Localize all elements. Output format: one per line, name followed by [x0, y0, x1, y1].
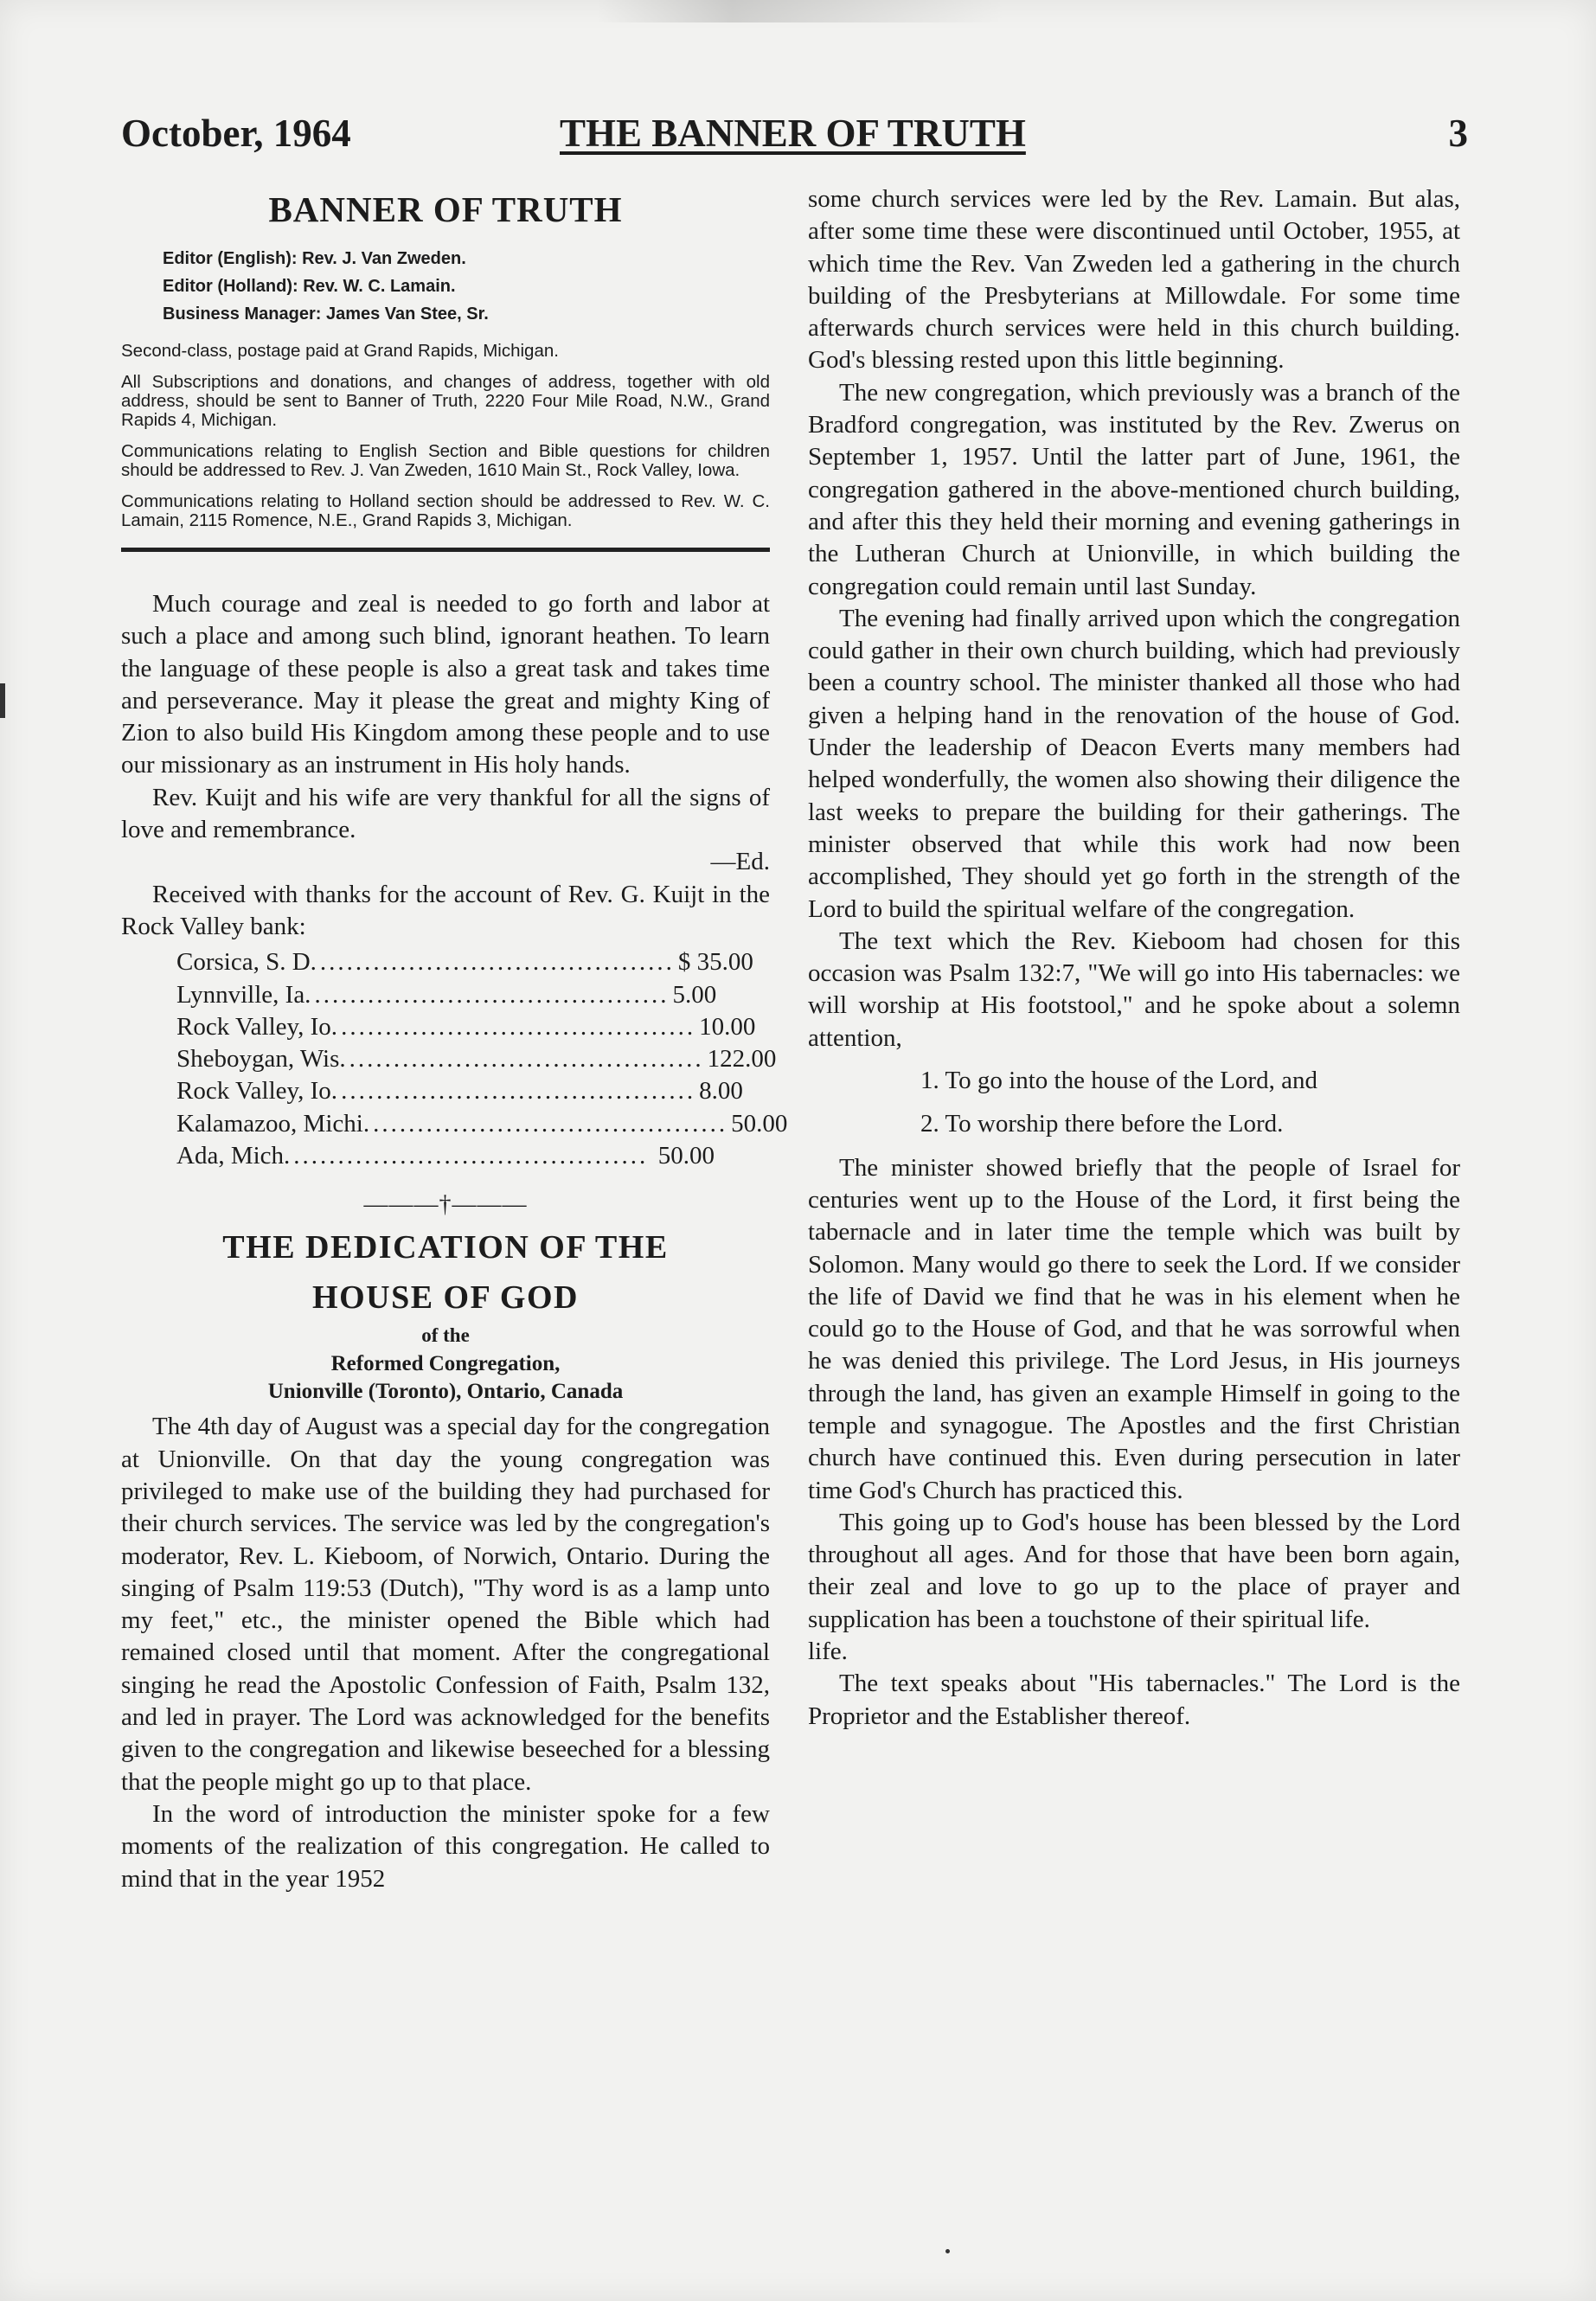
business-manager: Business Manager: James Van Stee, Sr.: [163, 304, 489, 324]
editor-signature: —Ed.: [710, 848, 770, 876]
article-body-right: [808, 183, 1460, 1054]
right-column: [808, 183, 1460, 1733]
editor-holland: Editor (Holland): Rev. W. C. Lamain.: [163, 277, 456, 296]
paragraph: The 4th day of August was a special day for the congregation at Unionville. On that day the young congregation was privileged to make use of the building they had purchased for their church services. The service was led by the congregation's moderator, Rev. L. Kieboom, of Norwich, Ontario. During the singing of Psalm 119:53 (Dutch), "Thy word is as a lamp unto my feet," etc., the minister opened the Bible which had remained closed until that moment. After the congregational singing he read the Apostolic Confession of Faith, Psalm 132, and led in prayer. The Lord was acknowledged for the benefits given to the congregation and likewise beseeched for a blessing that the people might go up to that place.: [121, 1413, 770, 1796]
scan-smudge: [597, 0, 1003, 22]
leader-dots: ........................................: [319, 948, 675, 977]
leader-dots: ........................................: [341, 1077, 696, 1106]
donation-place: Lynnville, Ia.: [176, 980, 311, 1009]
sermon-point: 1. To go into the house of the Lord, and: [920, 1067, 1317, 1095]
missionary-report: [121, 588, 770, 846]
article-title-line2: HOUSE OF GOD: [312, 1279, 579, 1317]
article-title-line1: THE DEDICATION OF THE: [222, 1229, 669, 1266]
margin-mark: [0, 683, 5, 718]
donation-amount: 10.00: [699, 1012, 756, 1041]
donation-row: [176, 979, 715, 1011]
page-mark: [945, 2249, 950, 2253]
masthead: [121, 189, 770, 552]
publication-title: THE BANNER OF TRUTH: [560, 112, 1026, 155]
donation-amount: 122.00: [707, 1045, 777, 1074]
masthead-title: BANNER OF TRUTH: [268, 189, 623, 229]
editor-english: Editor (English): Rev. J. Van Zweden.: [163, 249, 466, 268]
donation-amount: 50.00: [657, 1142, 715, 1170]
sermon-point: 2. To worship there before the Lord.: [920, 1110, 1284, 1138]
holland-section-note: Communications relating to Holland section should be addressed to Rev. W. C. Lamain, 2115 Romence, N.E., Grand Rapids 3, Michigan.: [121, 491, 770, 530]
leader-dots: ........................................: [373, 1109, 728, 1138]
donation-row: [176, 946, 753, 978]
paragraph: In the word of introduction the minister spoke for a few moments of the realization of this congregation. He called to mind that in the year 1952: [121, 1799, 770, 1893]
donation-row: [176, 1011, 756, 1043]
masthead-divider: [121, 548, 770, 552]
account-intro: [121, 879, 770, 944]
paragraph: The text speaks about "His tabernacles." The Lord is the Proprietor and the Establisher thereof.: [808, 1670, 1460, 1730]
leader-dots: ........................................: [341, 1012, 696, 1041]
sermon-points: [920, 1065, 1460, 1141]
donation-amount: 50.00: [731, 1109, 788, 1138]
article-subtitle-congregation: Reformed Congregation,: [330, 1352, 561, 1376]
paragraph: The minister showed briefly that the people of Israel for centuries went up to the House of the Lord, it first being the tabernacle and in later time the temple which was built by Solomon. Many would go there to seek the Lord. If we consider the life of David we find that he was in his element when he could go to the House of God, and that he was sorrowful when he was denied this privilege. The Lord Jesus, in His journeys through the land, has given an example Himself in going to the temple and synagogue. The Apostles and the first Christian church have continued this. Even during persecution in later time God's Church has practiced this.: [808, 1153, 1460, 1504]
donation-row: [176, 1075, 743, 1107]
donation-list: [176, 946, 788, 1172]
paragraph: Rev. Kuijt and his wife are very thankful for all the signs of love and remembrance.: [121, 783, 770, 844]
postage-note: Second-class, postage paid at Grand Rapids, Michigan.: [121, 341, 559, 361]
article-body-right-continued: [808, 1152, 1460, 1733]
section-separator: ———†———: [363, 1191, 528, 1219]
english-section-note: Communications relating to English Section and Bible questions for children should be addressed to Rev. J. Van Zweden, 1610 Main St., Rock Valley, Iowa.: [121, 441, 770, 480]
donation-row: [176, 1043, 777, 1075]
stray-line: life.: [808, 1638, 848, 1666]
left-column: [121, 182, 788, 1895]
leader-dots: ........................................: [314, 980, 670, 1009]
donation-amount: 8.00: [699, 1077, 743, 1106]
donation-row: [176, 1108, 788, 1140]
donation-row: [176, 1140, 715, 1172]
leader-dots: ........................................: [349, 1045, 704, 1074]
issue-date: October, 1964: [121, 112, 351, 155]
article-subtitle-of: of the: [421, 1324, 470, 1347]
paragraph: Received with thanks for the account of Rev. G. Kuijt in the Rock Valley bank:: [121, 880, 770, 940]
donation-place: Rock Valley, Io.: [176, 1077, 338, 1106]
donation-place: Ada, Mich.: [176, 1142, 291, 1170]
donation-place: Rock Valley, Io.: [176, 1012, 338, 1041]
donation-place: Sheboygan, Wis.: [176, 1045, 346, 1074]
page-number: 3: [1448, 112, 1468, 155]
article-body-left: [121, 1411, 770, 1894]
article-subtitle-location: Unionville (Toronto), Ontario, Canada: [267, 1380, 624, 1404]
running-head: [121, 111, 1468, 159]
paragraph: The text which the Rev. Kieboom had chosen for this occasion was Psalm 132:7, "We will go into His tabernacles: we will worship at His footstool," and he spoke about a solemn attention,: [808, 926, 1460, 1052]
donation-amount: $ 35.00: [677, 948, 753, 977]
paragraph: Much courage and zeal is needed to go forth and labor at such a place and among such blind, ignorant heathen. To learn the language of these people is also a great task and takes time and perseverance. May it please the great and mighty King of Zion to also build His Kingdom among these people and to use our missionary as an instrument in His holy hands.: [121, 590, 770, 779]
donation-place: Kalamazoo, Michi.: [176, 1109, 370, 1138]
paragraph: some church services were led by the Rev. Lamain. But alas, after some time these were discontinued until October, 1955, at which time the Rev. Van Zweden led a gathering in the church building of the Presbyterians at Millowdale. For some time afterwards church services were held in this church building. God's blessing rested upon this little beginning.: [808, 185, 1460, 375]
paragraph: The evening had finally arrived upon which the congregation could gather in their own church building, which had previously been a country school. The minister thanked all those who had given a helping hand in the renovation of the house of God. Under the leadership of Deacon Everts many members had helped wonderfully, the women also showing their diligence the last weeks to prepare the building for their gatherings. The minister observed that while this work had now been accomplished, They should yet go forth in the strength of the Lord to build the spiritual welfare of the congregation.: [808, 604, 1460, 923]
subscriptions-note: All Subscriptions and donations, and changes of address, together with old address, should be sent to Banner of Truth, 2220 Four Mile Road, N.W., Grand Rapids 4, Michigan.: [121, 372, 770, 430]
donation-place: Corsica, S. D.: [176, 948, 317, 977]
paragraph: This going up to God's house has been blessed by the Lord throughout all ages. And for those that have been born again, their zeal and love to go up to the place of prayer and supplication has been a touchstone of their spiritual life.: [808, 1508, 1460, 1633]
paragraph: The new congregation, which previously was a branch of the Bradford congregation, was instituted by the Rev. Zwerus on September 1, 1957. Until the latter part of June, 1961, the congregation gathered in the above-mentioned church building, and after this they held their morning and evening gatherings in the Lutheran Church at Unionville, in which building the congregation could remain until last Sunday.: [808, 378, 1460, 600]
article-heading: [121, 1226, 770, 1404]
donation-amount: 5.00: [672, 980, 717, 1009]
leader-dots: ........................................: [293, 1142, 649, 1170]
